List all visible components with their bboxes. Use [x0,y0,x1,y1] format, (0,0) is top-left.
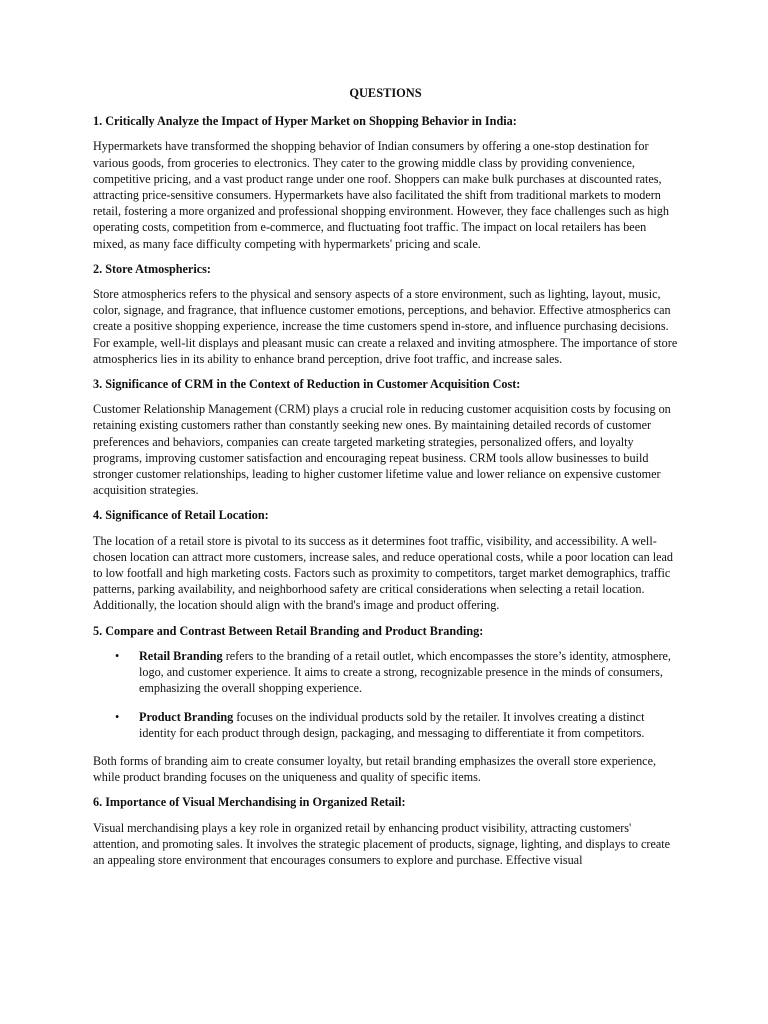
section-3 [93,376,678,498]
answer-paragraph: Customer Relationship Management (CRM) plays a crucial role in reducing customer acquisition costs by focusing on retaining existing customers rather than constantly seeking new ones. By maintaining detailed records of customer preferences and behaviors, companies can create targeted marketing strategies, personalized offers, and loyalty programs, improving customer satisfaction and encouraging repeat business. CRM tools allow businesses to build stronger customer relationships, leading to higher customer lifetime value and lower reliance on expensive customer acquisition strategies. [93,402,671,498]
answer-paragraph: Hypermarkets have transformed the shopping behavior of Indian consumers by offering a one-stop destination for various goods, from groceries to electronics. They cater to the growing middle class by providing convenience, competitive pricing, and a vast product range under one roof. Shoppers can make bulk purchases at discounted rates, attracting price-sensitive consumers. Hypermarkets have also facilitated the shift from traditional markets to modern retail, fostering a more organized and professional shopping environment. However, they face challenges such as high operating costs, competition from e-commerce, and fluctuating foot traffic. The impact on local retailers has been mixed, as many face difficulty competing with hypermarkets' pricing and scale. [93,139,669,251]
list-item [93,709,678,741]
question-heading: 3. Significance of CRM in the Context of Reduction in Customer Acquisition Cost: [93,377,521,392]
answer-paragraph: The location of a retail store is pivotal to its success as it determines foot traffic, visibility, and accessibility. A well-chosen location can attract more customers, increase sales, and reduce operational costs, while a poor location can lead to low footfall and high marketing costs. Factors such as proximity to competitors, target market demographics, traffic patterns, parking availability, and neighborhood safety are critical considerations when selecting a retail location. Additionally, the location should align with the brand's image and product offering. [93,533,674,613]
answer-paragraph: Both forms of branding aim to create consumer loyalty, but retail branding emphasizes the overall store experience, while product branding focuses on the uniqueness and quality of specific items. [93,753,657,785]
section-4 [93,507,678,613]
list-item [93,648,678,697]
question-heading: 4. Significance of Retail Location: [93,508,269,523]
bullet-text: refers to the branding of a retail outlet, which encompasses the store’s identity, atmosphere, logo, and customer experience. It aims to create a strong, recognizable presence in the minds of consumers, emphasizing the overall shopping experience. [139,648,671,696]
question-heading: 5. Compare and Contrast Between Retail Branding and Product Branding: [93,623,484,638]
question-heading: 6. Importance of Visual Merchandising in Organized Retail: [93,795,406,810]
answer-paragraph: Visual merchandising plays a key role in organized retail by enhancing product visibility, attracting customers' attention, and promoting sales. It involves the strategic placement of products, signage, lighting, and displays to create an appealing store environment that encourages consumers to explore and purchase. Effective visual [93,820,671,867]
section-1 [93,113,678,252]
bullet-marker: • [115,709,120,724]
bullet-marker: • [115,648,120,663]
section-5 [93,623,678,786]
bullet-term: Product Branding [139,709,234,724]
section-2 [93,261,678,367]
section-6 [93,794,678,868]
answer-paragraph: Store atmospherics refers to the physical and sensory aspects of a store environment, such as lighting, layout, music, color, signage, and fragrance, that influence customer emotions, perceptions, and behavior. Effective atmospherics can create a positive shopping experience, increase the time customers spend in-store, and influence purchasing decisions. For example, well-lit displays and pleasant music can create a relaxed and inviting atmosphere. The importance of store atmospherics lies in its ability to enhance brand perception, drive foot traffic, and increase sales. [93,287,678,366]
question-heading: 1. Critically Analyze the Impact of Hyper Market on Shopping Behavior in India: [93,114,517,129]
bullet-list [93,648,678,741]
bullet-term: Retail Branding [139,648,223,663]
page-title: QUESTIONS [349,86,422,100]
bullet-text: focuses on the individual products sold by the retailer. It involves creating a distinct identity for each product through design, packaging, and messaging to differentiate it from competitors. [139,709,645,740]
question-heading: 2. Store Atmospherics: [93,261,211,276]
